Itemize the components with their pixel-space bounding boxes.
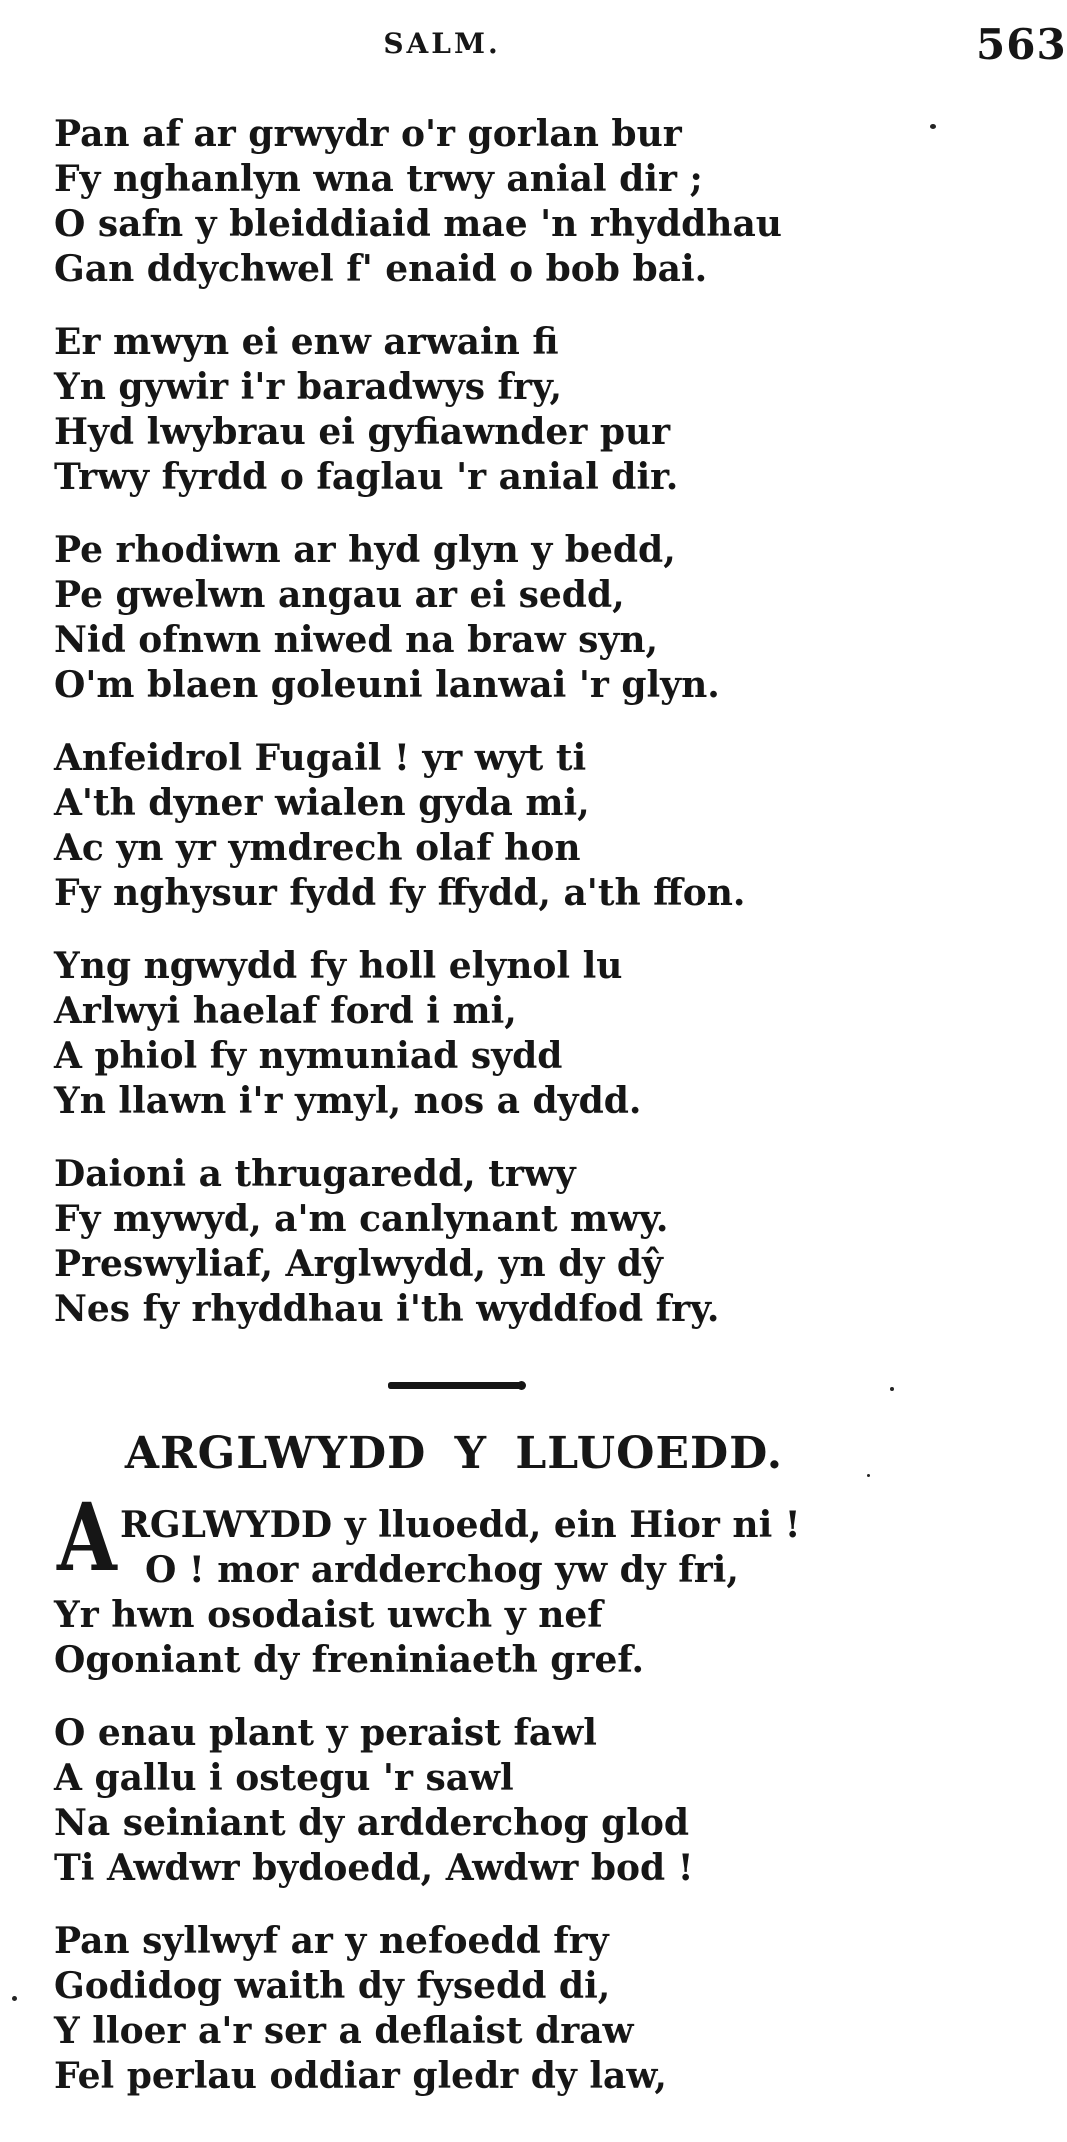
hymn-title: ARGLWYDD Y LLUOEDD. (124, 1428, 784, 1479)
verse-line: Yr hwn osodaist uwch y nef (54, 1594, 603, 1636)
verse-line: Pe gwelwn angau ar ei sedd, (54, 574, 625, 616)
stanza-8 (54, 1711, 954, 1891)
stanza-3 (54, 528, 954, 708)
verse-line: Pe rhodiwn ar hyd glyn y bedd, (54, 529, 676, 571)
verse-line: Arlwyi haelaf ford i mi, (54, 990, 517, 1032)
verse-line: Nes fy rhyddhau i'th wyddfod fry. (54, 1288, 720, 1330)
verse-line: A'th dyner wialen gyda mi, (54, 782, 590, 824)
verse-line: Godidog waith dy fysedd di, (54, 1965, 611, 2007)
stanza-9 (54, 1919, 954, 2099)
verse-line: Nid ofnwn niwed na braw syn, (54, 619, 659, 661)
stanza-2 (54, 320, 954, 500)
ink-speck (12, 1996, 17, 2001)
verse-line: Daioni a thrugaredd, trwy (54, 1153, 576, 1195)
verse-line: O'm blaen goleuni lanwai 'r glyn. (54, 664, 720, 706)
verse-line: Preswyliaf, Arglwydd, yn dy dŷ (54, 1243, 663, 1285)
verse-line: Hyd lwybrau ei gyfiawnder pur (54, 411, 671, 453)
verse-line: Yn gywir i'r baradwys fry, (54, 366, 562, 408)
verse-line: Anfeidrol Fugail ! yr wyt ti (54, 737, 587, 779)
verse-line: Na seiniant dy ardderchog glod (54, 1802, 690, 1844)
verse-line: A phiol fy nymuniad sydd (54, 1035, 563, 1077)
verse-line: Fy mywyd, a'm canlynant mwy. (54, 1198, 669, 1240)
verse-line: Ti Awdwr bydoedd, Awdwr bod ! (54, 1847, 694, 1889)
text-column (54, 112, 954, 2127)
verse-line: Trwy fyrdd o faglau 'r anial dir. (54, 456, 679, 498)
verse-line: Pan syllwyf ar y nefoedd fry (54, 1920, 609, 1962)
verse-line: O safn y bleiddiaid mae 'n rhyddhau (54, 203, 782, 245)
verse-line: RGLWYDD y lluoedd, ein Hior ni ! (120, 1504, 801, 1546)
section-divider (388, 1382, 524, 1389)
stanza-4 (54, 736, 954, 916)
verse-line: Gan ddychwel f' enaid o bob bai. (54, 248, 708, 290)
verse-line: A gallu i ostegu 'r sawl (54, 1757, 514, 1799)
page-number: 563 (976, 20, 1067, 69)
verse-line: Er mwyn ei enw arwain fi (54, 321, 559, 363)
stanza-1 (54, 112, 954, 292)
verse-line: Ac yn yr ymdrech olaf hon (54, 827, 581, 869)
verse-line: O enau plant y peraist fawl (54, 1712, 597, 1754)
stanza-7-dropcap (54, 1503, 954, 1683)
verse-line: Fy nghanlyn wna trwy anial dir ; (54, 158, 703, 200)
ink-speck (930, 124, 936, 129)
verse-line: Ogoniant dy freniniaeth gref. (54, 1639, 645, 1681)
running-title: SALM. (383, 27, 501, 60)
verse-line: Yn llawn i'r ymyl, nos a dydd. (54, 1080, 642, 1122)
verse-line: Yng ngwydd fy holl elynol lu (54, 945, 623, 987)
verse-line: Fel perlau oddiar gledr dy law, (54, 2055, 667, 2097)
verse-line: Pan af ar grwydr o'r gorlan bur (54, 113, 682, 155)
ink-speck (867, 1474, 870, 1477)
verse-line: O ! mor ardderchog yw dy fri, (145, 1549, 739, 1591)
verse-line: Y lloer a'r ser a deflaist draw (54, 2010, 634, 2052)
ink-speck (890, 1387, 894, 1391)
stanza-6 (54, 1152, 954, 1332)
drop-cap-letter: A (57, 1483, 117, 1593)
verse-line: Fy nghysur fydd fy ffydd, a'th ffon. (54, 872, 746, 914)
stanza-5 (54, 944, 954, 1124)
